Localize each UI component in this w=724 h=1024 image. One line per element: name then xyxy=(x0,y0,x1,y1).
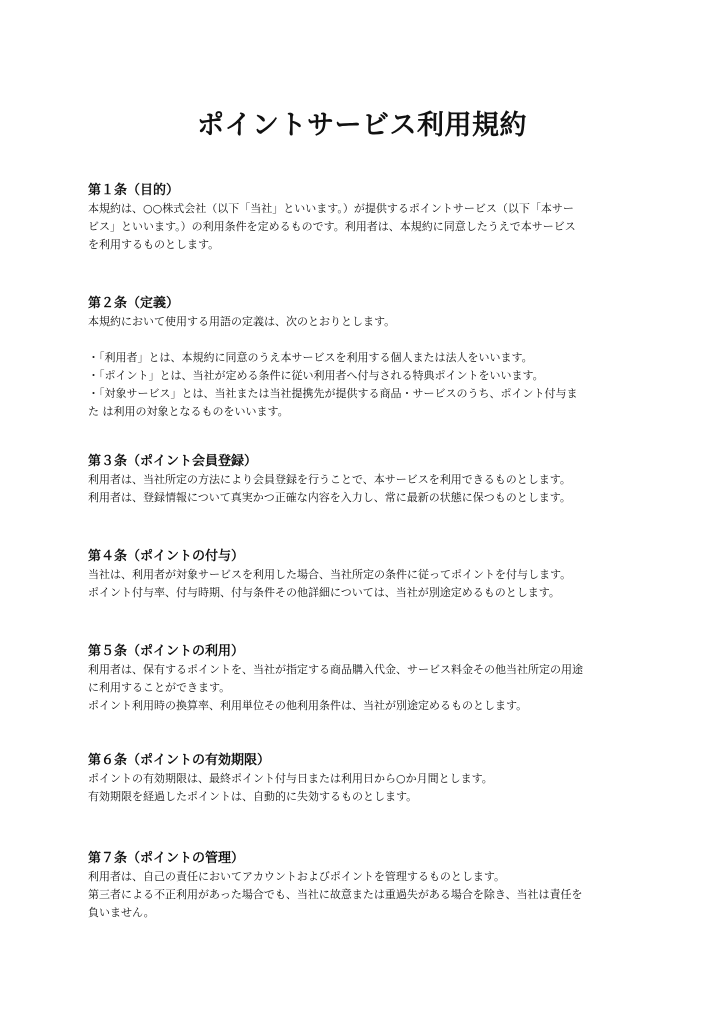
article-line: 本規約は、○○株式会社（以下「当社」といいます。）が提供するポイントサービス（以下「本サー xyxy=(88,202,574,215)
article-line: 第三者による不正利用があった場合でも、当社に故意または重過失がある場合を除き、当社は責任を xyxy=(88,888,583,901)
article-7 xyxy=(88,849,648,922)
article-line: ビス」といいます。）の利用条件を定めるものです。利用者は、本規約に同意したうえで本サービス xyxy=(88,220,576,233)
article-line: 有効期限を経過したポイントは、自動的に失効するものとします。 xyxy=(88,790,418,803)
definition-list xyxy=(88,349,648,421)
article-body xyxy=(88,471,648,507)
paragraph-gap xyxy=(88,331,648,349)
definition-item: ・「ポイント」とは、当社が定める条件に従い利用者へ付与される特典ポイントをいいます。 xyxy=(88,369,544,382)
definition-item: ・「対象サービス」とは、当社または当社提携先が提供する商品・サービスのうち、ポイント付与ま xyxy=(88,387,578,400)
article-heading: 第６条（ポイントの有効期限） xyxy=(88,753,271,768)
article-line: ポイントの有効期限は、最終ポイント付与日または利用日から○か月間とします。 xyxy=(88,772,493,785)
document-title: ポイントサービス利用規約 xyxy=(197,110,527,141)
article-5 xyxy=(88,642,648,715)
article-body xyxy=(88,770,648,806)
article-body xyxy=(88,661,648,715)
definition-item: ・「利用者」とは、本規約に同意のうえ本サービスを利用する個人または法人をいいます。 xyxy=(88,351,533,364)
article-body xyxy=(88,313,648,331)
article-line: 利用者は、自己の責任においてアカウントおよびポイントを管理するものとします。 xyxy=(88,870,506,883)
article-line: に利用することができます。 xyxy=(88,681,231,694)
article-line: を利用するものとします。 xyxy=(88,238,220,251)
article-3 xyxy=(88,452,648,507)
article-4 xyxy=(88,547,648,602)
article-heading: 第７条（ポイントの管理） xyxy=(88,851,245,866)
article-line: 本規約において使用する用語の定義は、次のとおりとします。 xyxy=(88,315,396,328)
article-1 xyxy=(88,181,648,254)
article-line: 負いません。 xyxy=(88,906,155,919)
article-line: 利用者は、当社所定の方法により会員登録を行うことで、本サービスを利用できるものとします。 xyxy=(88,473,571,486)
article-body xyxy=(88,566,648,602)
article-heading: 第１条（目的） xyxy=(88,183,180,198)
article-6 xyxy=(88,751,648,806)
article-line: 利用者は、保有するポイントを、当社が指定する商品購入代金、サービス料金その他当社所定の用途 xyxy=(88,663,583,676)
article-heading: 第２条（定義） xyxy=(88,296,180,311)
article-heading: 第５条（ポイントの利用） xyxy=(88,644,245,659)
definition-item: た は利用の対象となるものをいいます。 xyxy=(88,405,289,418)
article-line: ポイント付与率、付与時期、付与条件その他詳細については、当社が別途定めるものとします。 xyxy=(88,586,560,599)
article-line: 利用者は、登録情報について真実かつ正確な内容を入力し、常に最新の状態に保つものとします。 xyxy=(88,491,571,504)
article-2 xyxy=(88,294,648,421)
article-body xyxy=(88,200,648,254)
article-line: 当社は、利用者が対象サービスを利用した場合、当社所定の条件に従ってポイントを付与します。 xyxy=(88,568,572,581)
article-body xyxy=(88,868,648,922)
article-line: ポイント利用時の換算率、利用単位その他利用条件は、当社が別途定めるものとします。 xyxy=(88,699,528,712)
article-heading: 第４条（ポイントの付与） xyxy=(88,549,245,564)
article-heading: 第３条（ポイント会員登録） xyxy=(88,454,258,469)
